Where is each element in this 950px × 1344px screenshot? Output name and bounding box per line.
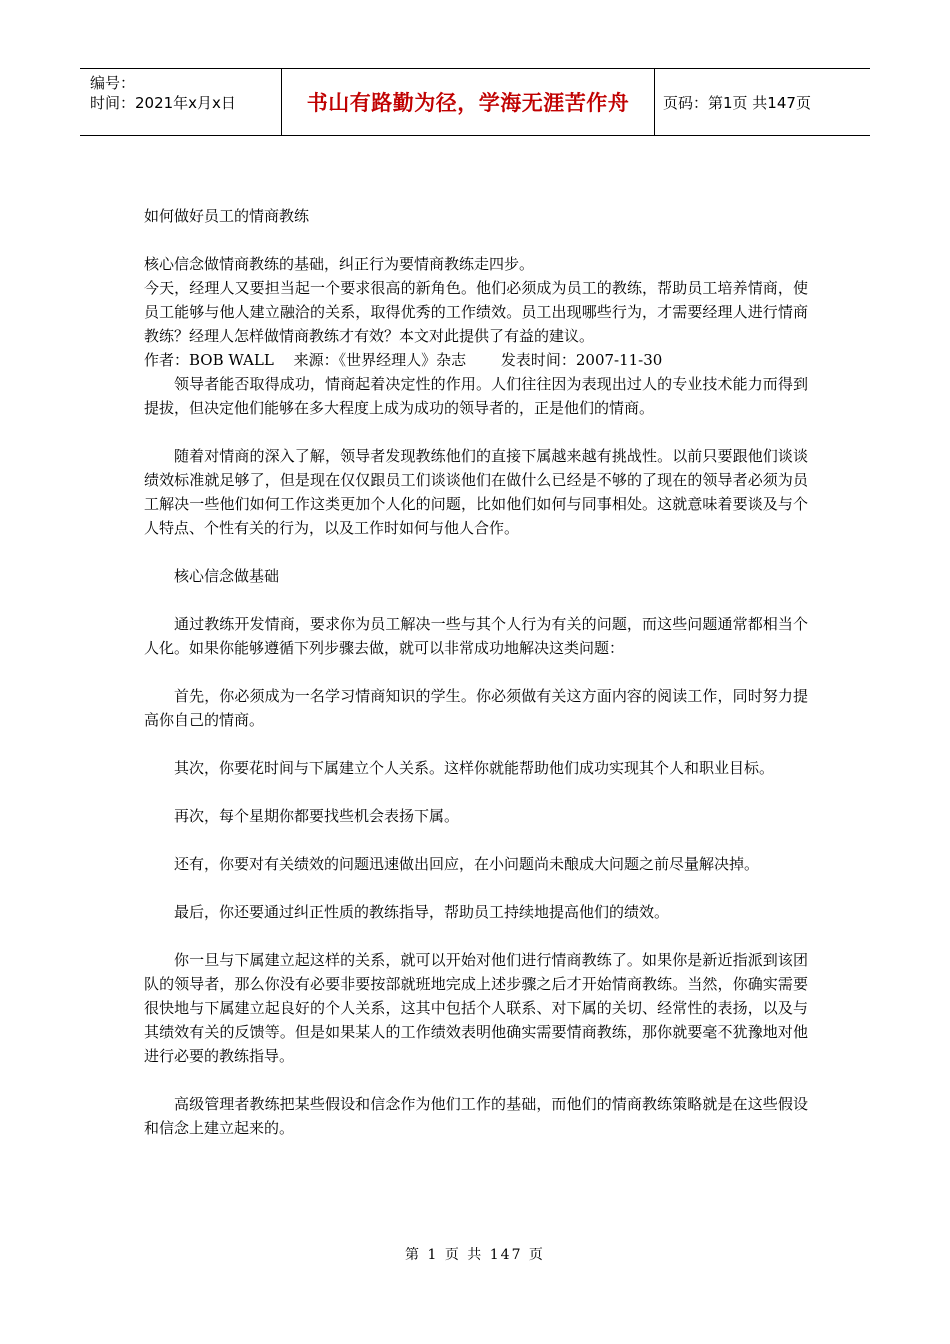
article-paragraph: 其次，你要花时间与下属建立个人关系。这样你就能帮助他们成功实现其个人和职业目标。	[174, 759, 775, 777]
header-page-info: 页码：第1页 共147页	[663, 93, 811, 112]
page-footer: 第 1 页 共 147 页	[405, 1247, 545, 1263]
article-paragraph: 你一旦与下属建立起这样的关系，就可以开始对他们进行情商教练了。如果你是新近指派到该团队的领导者，那么你没有必要非要按部就班地完成上述步骤之后才开始情商教练。当然，你确实需要很快地与下属建立起良好的个人关系，这其中包括个人联系、对下属的关切、经常性的表扬，以及与其绩效有关的反馈等。但是如果某人的工作绩效表明他确实需要情商教练，那你就要毫不犹豫地对他进行必要的教练指导。	[144, 951, 808, 1065]
article-paragraph: 最后，你还要通过纠正性质的教练指导，帮助员工持续地提高他们的绩效。	[174, 903, 670, 921]
article-paragraph: 高级管理者教练把某些假设和信念作为他们工作的基础，而他们的情商教练策略就是在这些假设和信念上建立起来的。	[144, 1095, 808, 1137]
article-paragraph: 核心信念做情商教练的基础，纠正行为要情商教练走四步。	[144, 255, 535, 273]
article-paragraph: 今天，经理人又要担当起一个要求很高的新角色。他们必须成为员工的教练，帮助员工培养情商，使员工能够与他人建立融洽的关系，取得优秀的工作绩效。员工出现哪些行为，才需要经理人进行情商教练？经理人怎样做情商教练才有效？本文对此提供了有益的建议。	[144, 279, 808, 345]
header-code-label: 编号：	[90, 74, 136, 92]
page-header	[80, 68, 870, 136]
article-body	[144, 204, 808, 1140]
header-motto: 书山有路勤为径，学海无涯苦作舟	[282, 69, 655, 135]
header-meta	[80, 69, 282, 135]
article-paragraph: 再次，每个星期你都要找些机会表扬下属。	[174, 807, 460, 825]
article-paragraph: 通过教练开发情商，要求你为员工解决一些与其个人行为有关的问题，而这些问题通常都相当个人化。如果你能够遵循下列步骤去做，就可以非常成功地解决这类问题：	[144, 615, 808, 657]
section-heading: 核心信念做基础	[174, 567, 280, 585]
article-byline: 作者：BOB WALL 来源：《世界经理人》杂志 发表时间：2007-11-30	[144, 351, 663, 369]
article-title: 如何做好员工的情商教练	[144, 207, 310, 225]
header-date: 时间：2021年x月x日	[90, 94, 236, 112]
article-paragraph: 领导者能否取得成功，情商起着决定性的作用。人们往往因为表现出过人的专业技术能力而得到提拔，但决定他们能够在多大程度上成为成功的领导者的，正是他们的情商。	[144, 375, 808, 417]
article-paragraph: 首先，你必须成为一名学习情商知识的学生。你必须做有关这方面内容的阅读工作，同时努力提高你自己的情商。	[144, 687, 808, 729]
article-paragraph: 随着对情商的深入了解，领导者发现教练他们的直接下属越来越有挑战性。以前只要跟他们谈谈绩效标准就足够了，但是现在仅仅跟员工们谈谈他们在做什么已经是不够的了现在的领导者必须为员工解决一些他们如何工作这类更加个人化的问题，比如他们如何与同事相处。这就意味着要谈及与个人特点、个性有关的行为，以及工作时如何与他人合作。	[144, 447, 808, 537]
article-paragraph: 还有，你要对有关绩效的问题迅速做出回应，在小问题尚未酿成大问题之前尽量解决掉。	[174, 855, 760, 873]
